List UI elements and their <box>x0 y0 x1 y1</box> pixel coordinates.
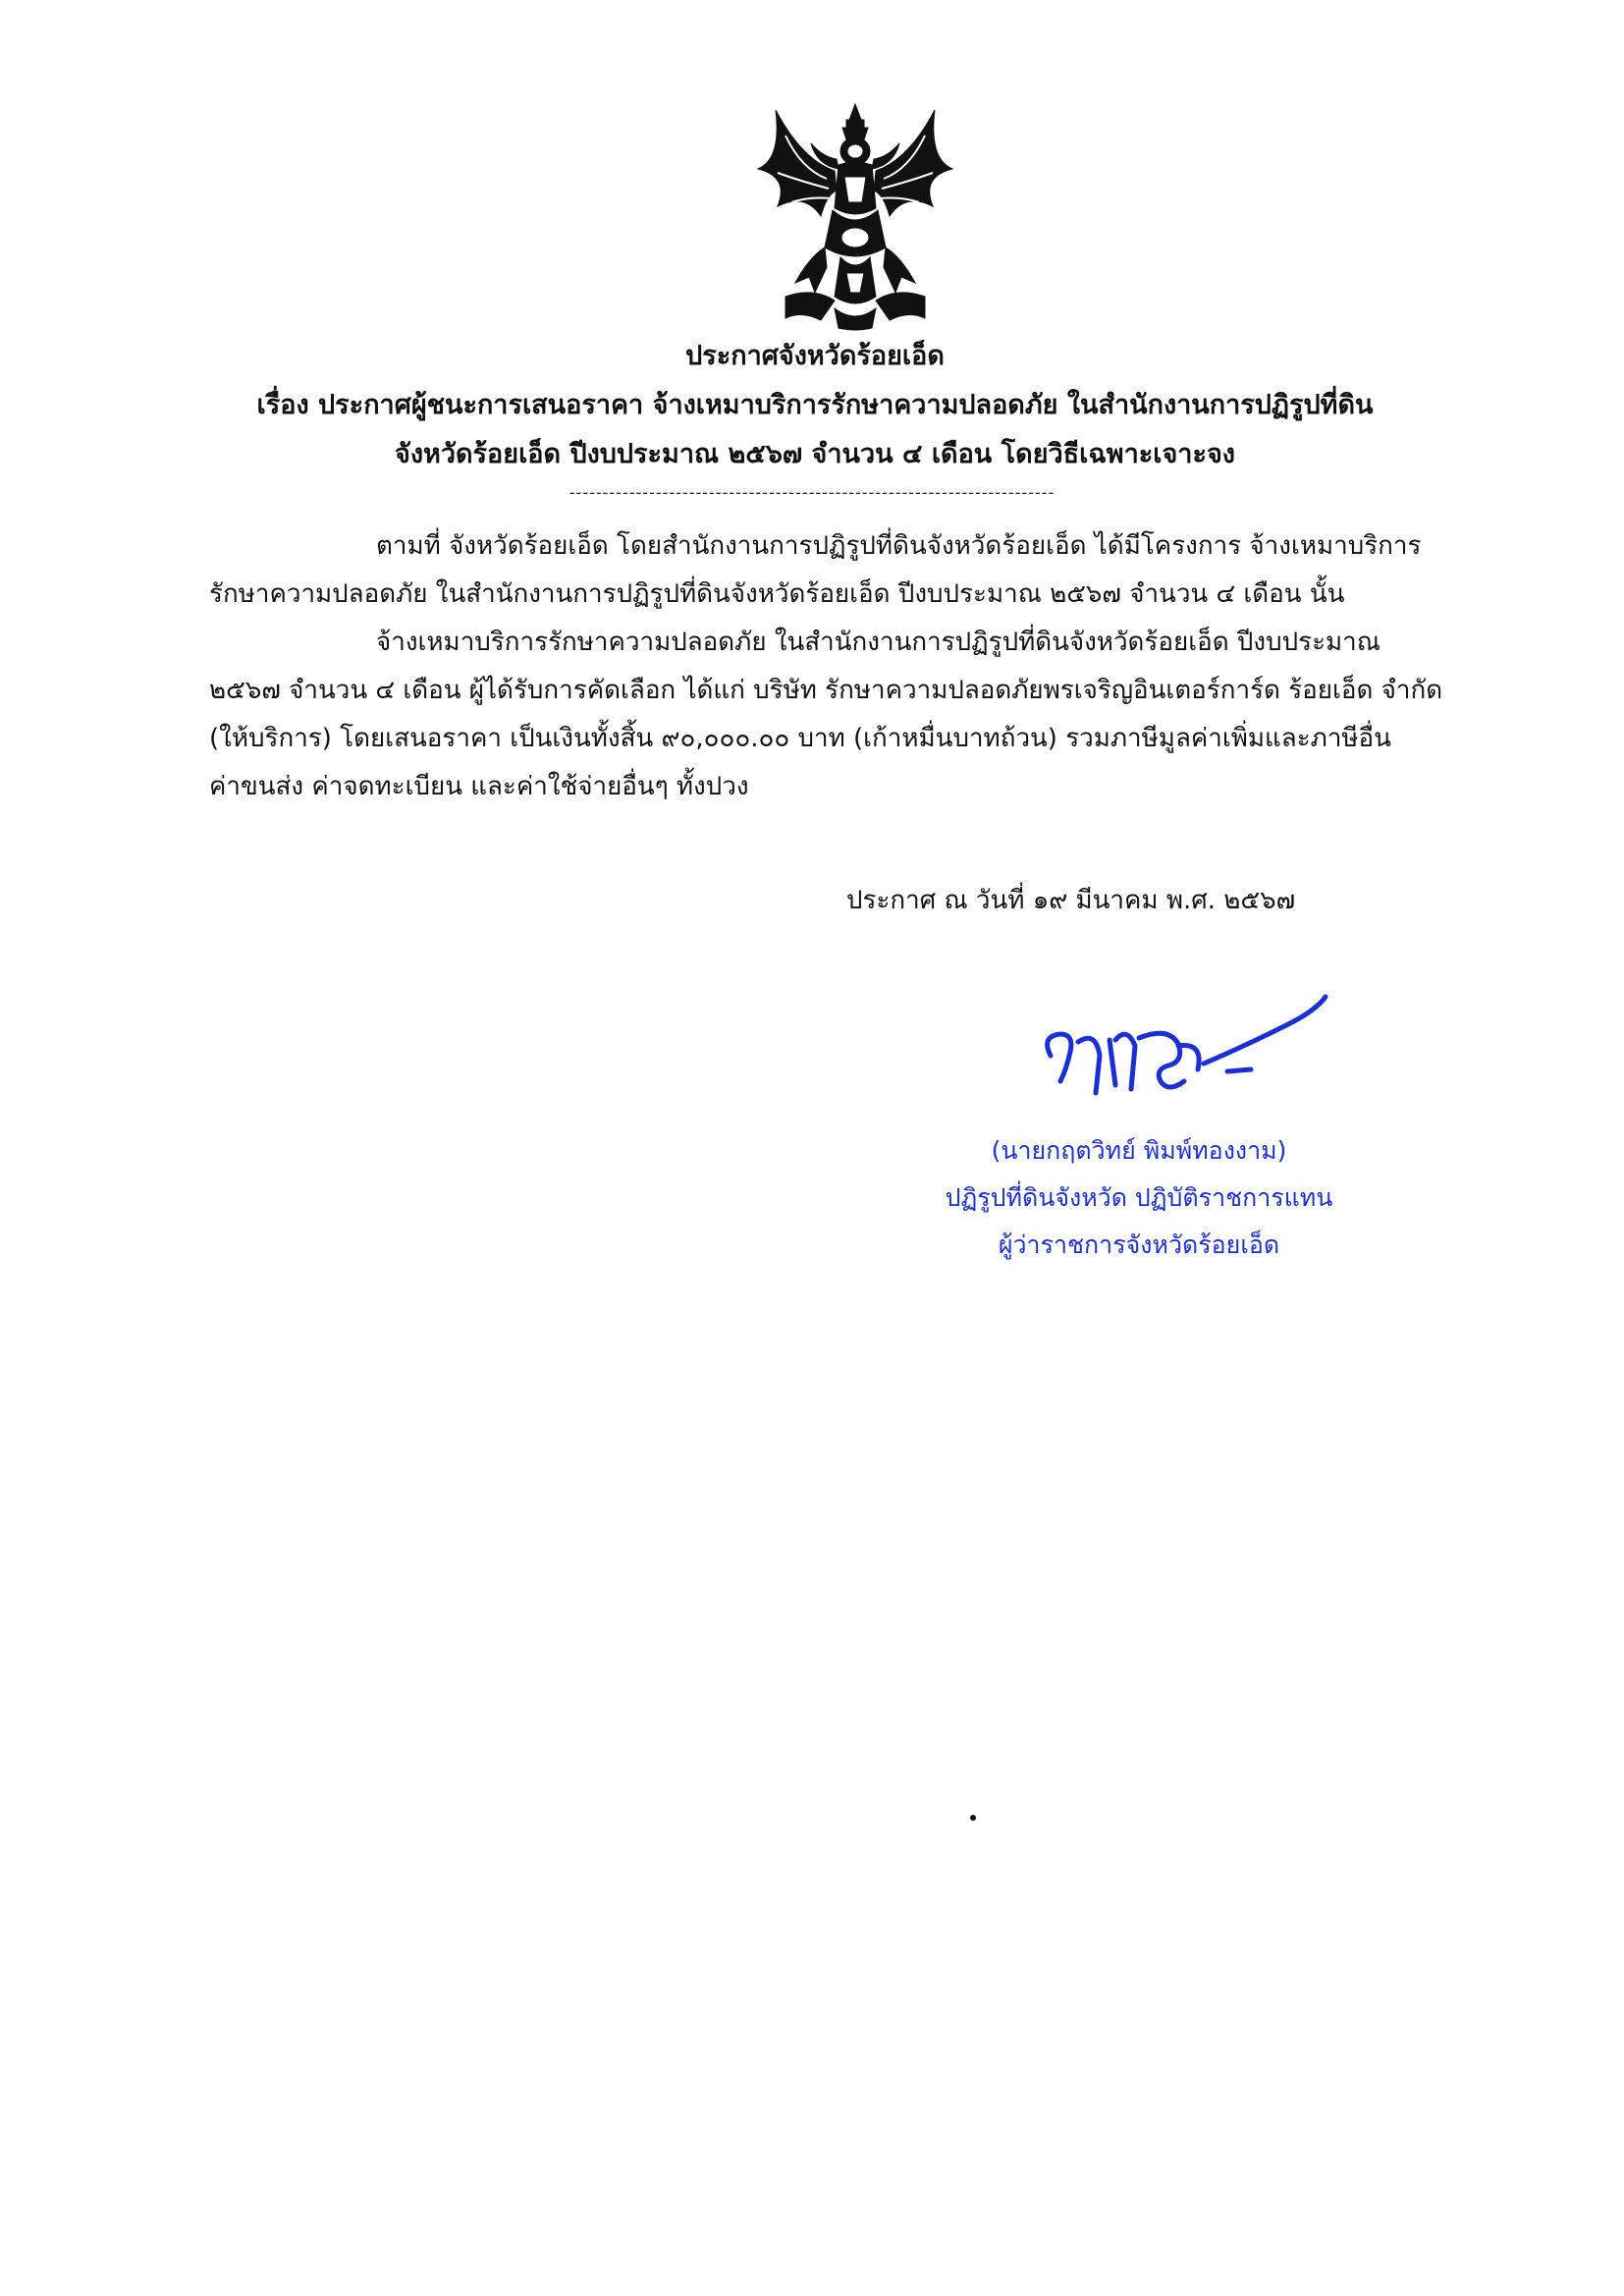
paragraph-2-line-1: จ้างเหมาบริการรักษาความปลอดภัย ในสำนักงานการปฏิรูปที่ดินจังหวัดร้อยเอ็ด ปีงบประมาณ <box>376 628 1380 657</box>
paragraph-2-line-4: ค่าขนส่ง ค่าจดทะเบียน และค่าใช้จ่ายอื่นๆ ทั้งปวง <box>209 772 749 801</box>
title-subject: เรื่อง ประกาศผู้ชนะการเสนอราคา จ้างเหมาบริการรักษาความปลอดภัย ในสำนักงานการปฏิรูปที่ดิน <box>256 390 1374 420</box>
handwritten-signature-icon <box>1031 987 1365 1110</box>
stray-mark <box>970 1815 976 1821</box>
title-subject-continued: จังหวัดร้อยเอ็ด ปีงบประมาณ ๒๕๖๗ จำนวน ๔ เดือน โดยวิธีเฉพาะเจาะจง <box>395 439 1235 469</box>
signer-block <box>864 1127 1414 1269</box>
signer-position: ปฏิรูปที่ดินจังหวัด ปฏิบัติราชการแทน <box>945 1183 1333 1212</box>
paragraph-1-line-2: รักษาความปลอดภัย ในสำนักงานการปฏิรูปที่ดินจังหวัดร้อยเอ็ด ปีงบประมาณ ๒๕๖๗ จำนวน ๔ เดือน นั้น <box>209 579 1345 609</box>
signer-name: (นายกฤตวิทย์ พิมพ์ทองงาม) <box>991 1136 1287 1165</box>
signer-authority: ผู้ว่าราชการจังหวัดร้อยเอ็ด <box>998 1230 1280 1259</box>
paragraph-2-line-3: (ให้บริการ) โดยเสนอราคา เป็นเงินทั้งสิ้น ๙๐,๐๐๐.๐๐ บาท (เก้าหมื่นบาทถ้วน) รวมภาษีมูลค่าเพิ่มและภาษีอื่น <box>209 724 1391 753</box>
document-title <box>177 332 1453 479</box>
announcement-body <box>209 522 1525 811</box>
announcement-date: ประกาศ ณ วันที่ ๑๙ มีนาคม พ.ศ. ๒๕๖๗ <box>846 886 1296 915</box>
title-heading: ประกาศจังหวัดร้อยเอ็ด <box>685 341 945 371</box>
garuda-emblem-icon <box>752 100 958 332</box>
paragraph-2-line-2: ๒๕๖๗ จำนวน ๔ เดือน ผู้ได้รับการคัดเลือก ได้แก่ บริษัท รักษาความปลอดภัยพรเจริญอินเตอร์การ์ด ร้อยเอ็ด จำกัด <box>209 676 1443 705</box>
paragraph-1-line-1: ตามที่ จังหวัดร้อยเอ็ด โดยสำนักงานการปฏิรูปที่ดินจังหวัดร้อยเอ็ด ได้มีโครงการ จ้างเหมาบริการ <box>376 531 1422 561</box>
divider-line: ------------------------------------------------------------------------- <box>568 483 1056 502</box>
